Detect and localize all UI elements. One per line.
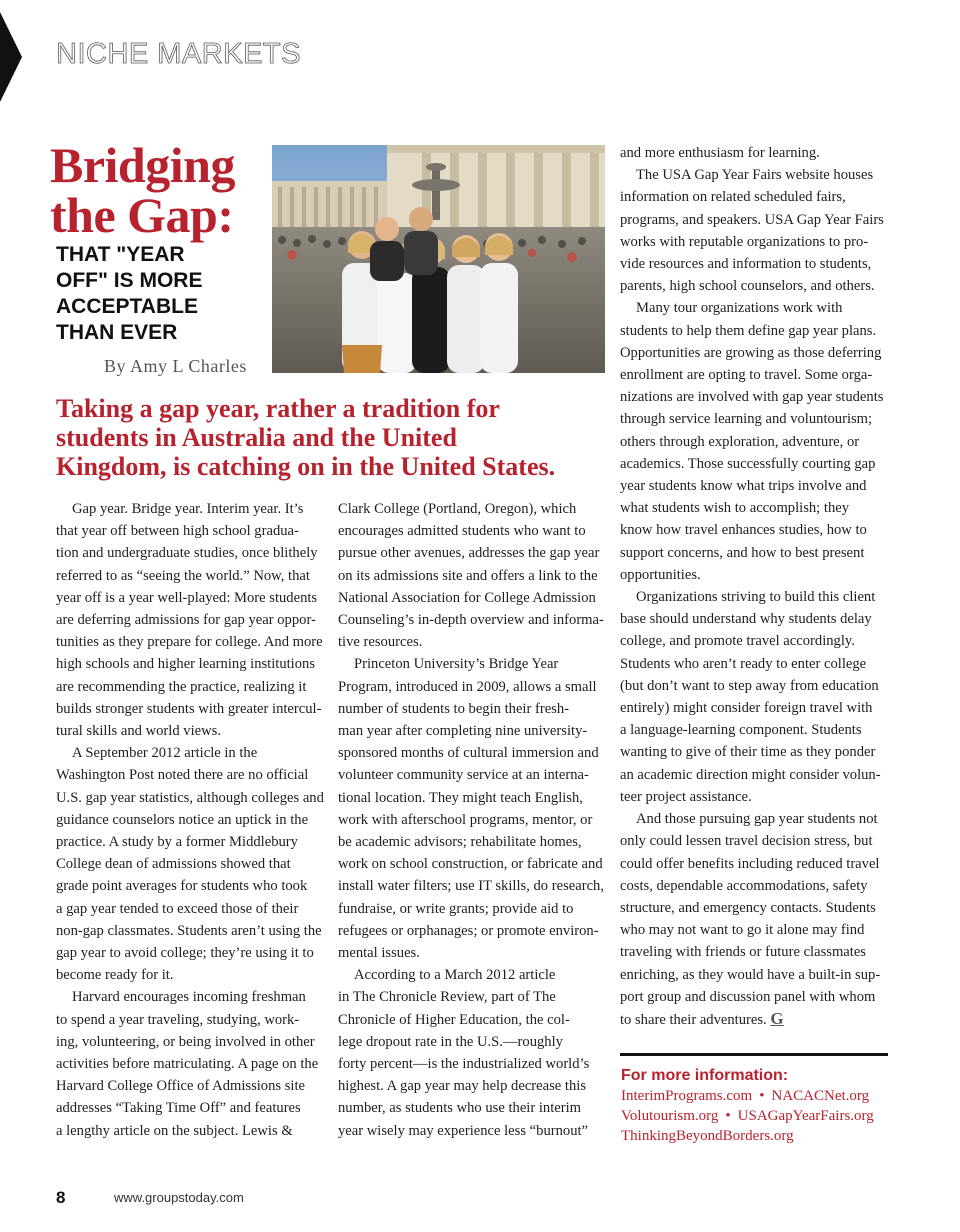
body-line: know how travel enhances studies, how to (620, 522, 867, 539)
body-column-3 (620, 142, 888, 1031)
body-line: number of students to begin their fresh- (338, 700, 570, 717)
body-line: a language-learning component. Students (620, 722, 862, 739)
article-photo (272, 145, 605, 373)
section-tab-marker (0, 12, 22, 102)
body-line: support concerns, and how to best present (620, 544, 865, 561)
body-line: work with afterschool programs, mentor, or (338, 811, 593, 828)
info-link[interactable]: Volutourism.org (621, 1108, 719, 1124)
info-link-row (621, 1106, 874, 1126)
body-line: opportunities. (620, 566, 701, 583)
body-line: The USA Gap Year Fairs website houses (636, 167, 874, 184)
body-line: Chronicle of Higher Education, the col- (338, 1011, 570, 1028)
body-line: Harvard encourages incoming freshman (72, 989, 306, 1006)
body-line: National Association for College Admission (338, 589, 596, 606)
body-line: forty percent—is the industrialized world’s (338, 1056, 590, 1073)
body-line: structure, and emergency contacts. Students (620, 899, 876, 916)
body-line: through service learning and voluntourism; (620, 411, 873, 428)
body-paragraph (620, 808, 888, 1031)
body-line: could offer benefits including reduced travel (620, 855, 880, 872)
article-title (50, 137, 235, 243)
body-line: install water filters; use IT skills, do research, (338, 878, 604, 895)
body-line: non-gap classmates. Students aren’t using the (56, 922, 322, 939)
body-line: tunities as they prepare for college. And more (56, 634, 323, 651)
body-line: tional location. They might teach English, (338, 789, 583, 806)
body-line: enriching, as they would have a built-in sup- (620, 966, 881, 983)
body-line: Opportunities are growing as those deferring (620, 344, 882, 361)
body-paragraph (620, 142, 888, 164)
body-line: Counseling’s in-depth overview and informa- (338, 612, 604, 629)
body-line: an academic direction might consider volun- (620, 766, 881, 783)
body-paragraph (338, 498, 606, 653)
body-line: academics. Those successfully courting gap (620, 455, 876, 472)
body-line: programs, and speakers. USA Gap Year Fairs (620, 211, 884, 228)
body-line: U.S. gap year statistics, although colleges and (56, 789, 324, 806)
body-line: wanting to give of their time as they ponder (620, 744, 876, 761)
article-subtitle (56, 242, 256, 346)
body-line: highest. A gap year may help decrease this (338, 1078, 587, 1095)
body-line: are deferring admissions for gap year oppor- (56, 612, 316, 629)
article-deck (56, 394, 616, 481)
page-number: 8 (56, 1188, 66, 1207)
body-line: be academic advisors; rehabilitate homes, (338, 834, 582, 851)
body-paragraph (620, 297, 888, 586)
body-line: to share their adventures. (620, 1011, 767, 1028)
article-title-line: Bridging (50, 137, 235, 193)
body-line: to spend a year traveling, studying, work- (56, 1011, 300, 1028)
body-line: what students wish to accomplish; they (620, 500, 850, 517)
body-line: Program, introduced in 2009, allows a small (338, 678, 597, 695)
body-line: others through exploration, adventure, or (620, 433, 860, 450)
section-label: NICHE MARKETS (56, 38, 301, 70)
body-line: teer project assistance. (620, 788, 752, 805)
body-line: referred to as “seeing the world.” Now, that (56, 567, 310, 584)
body-line: fundraise, or write grants; provide aid to (338, 900, 574, 917)
body-line: traveling with friends or future classmates (620, 944, 866, 961)
body-line: only could lessen travel decision stress, but (620, 833, 873, 850)
body-line: base should understand why students delay (620, 611, 872, 628)
body-line: addresses “Taking Time Off” and features (56, 1100, 301, 1117)
info-link-row (621, 1126, 794, 1146)
body-line: and more enthusiasm for learning. (620, 145, 820, 161)
body-line: gap year to avoid college; they’re using it to (56, 945, 314, 962)
body-line: year off is a year well-played: More students (56, 589, 318, 606)
body-paragraph (56, 986, 324, 1141)
body-line: entirely) might consider foreign travel with (620, 700, 873, 717)
body-line: college, and promote travel accordingly. (620, 633, 855, 650)
article-subtitle-line: THAT "YEAR (56, 243, 185, 266)
end-mark-icon: G (770, 1008, 784, 1028)
body-line: A September 2012 article in the (72, 745, 258, 762)
body-line: that year off between high school gradua- (56, 523, 299, 540)
body-line: number, as students who use their interim (338, 1100, 582, 1117)
body-line: year students know what trips involve and (620, 478, 867, 495)
group-photo-illustration (272, 145, 605, 373)
article-deck-line: students in Australia and the United (56, 423, 457, 452)
body-line: costs, dependable accommodations, safety (620, 877, 868, 894)
body-line: are recommending the practice, realizing it (56, 678, 307, 695)
body-line: information on related scheduled fairs, (620, 189, 846, 206)
body-line: College dean of admissions showed that (56, 856, 291, 873)
body-paragraph (620, 164, 888, 297)
article-subtitle-line: THAN EVER (56, 321, 178, 344)
body-line: works with reputable organizations to pro- (620, 233, 869, 250)
body-line: high schools and higher learning institutions (56, 656, 316, 673)
body-column-1 (56, 498, 324, 1142)
body-line: Washington Post noted there are no official (56, 767, 309, 784)
body-line: students to help them define gap year plans. (620, 322, 877, 339)
info-link[interactable]: USAGapYearFairs.org (737, 1108, 874, 1124)
body-line: Gap year. Bridge year. Interim year. It’s (72, 501, 304, 517)
body-line: sponsored months of cultural immersion and (338, 745, 599, 762)
body-line: practice. A study by a former Middlebury (56, 834, 298, 851)
body-line: on its admissions site and offers a link to the (338, 567, 598, 584)
body-line: parents, high school counselors, and others. (620, 278, 875, 295)
article-deck-line: Taking a gap year, rather a tradition for (56, 394, 500, 423)
body-line: volunteer community service at an interna- (338, 767, 589, 784)
body-paragraph (338, 653, 606, 964)
body-line: become ready for it. (56, 967, 174, 984)
body-line: Many tour organizations work with (636, 300, 843, 317)
body-line: a gap year tended to exceed those of their (56, 900, 299, 917)
body-line: enrollment are opting to travel. Some orga- (620, 367, 873, 384)
info-box-heading: For more information: (621, 1067, 789, 1084)
body-line: And those pursuing gap year students not (636, 811, 878, 828)
body-paragraph (620, 586, 888, 808)
body-line: Harvard College Office of Admissions site (56, 1078, 305, 1095)
body-line: in The Chronicle Review, part of The (338, 989, 556, 1006)
info-link-row (621, 1086, 869, 1106)
body-line: tive resources. (338, 634, 423, 651)
body-paragraph (56, 498, 324, 742)
body-line: (but don’t want to step away from education (620, 677, 879, 694)
info-link[interactable]: InterimPrograms.com (621, 1088, 753, 1104)
body-line: grade point averages for students who took (56, 878, 308, 895)
info-box-rule (620, 1053, 888, 1056)
body-paragraph (338, 964, 606, 1142)
body-line: man year after completing nine university- (338, 723, 588, 740)
body-line: lege dropout rate in the U.S.—roughly (338, 1033, 563, 1050)
article-subtitle-line: ACCEPTABLE (56, 295, 198, 318)
body-line: year wisely may experience less “burnout” (338, 1122, 589, 1139)
body-line: refugees or orphanages; or promote environ- (338, 922, 599, 939)
body-line: activities before matriculating. A page on the (56, 1056, 319, 1073)
body-line: According to a March 2012 article (354, 967, 556, 984)
body-line: tion and undergraduate studies, once blithely (56, 545, 318, 562)
byline: By Amy L Charles (104, 356, 247, 376)
body-line: nizations are involved with gap year students (620, 389, 884, 406)
body-line: encourages admitted students who want to (338, 523, 586, 540)
body-column-2 (338, 498, 606, 1142)
body-line: pursue other avenues, addresses the gap year (338, 545, 600, 562)
body-line: builds stronger students with greater intercul- (56, 700, 322, 717)
body-line: who may not want to go it alone may find (620, 922, 865, 939)
body-line: a lengthy article on the subject. Lewis & (56, 1122, 293, 1139)
link-separator: • (759, 1088, 765, 1104)
info-link[interactable]: ThinkingBeyondBorders.org (621, 1128, 794, 1144)
info-link[interactable]: NACACNet.org (771, 1088, 870, 1104)
body-line: Organizations striving to build this client (636, 589, 876, 606)
body-line: tural skills and world views. (56, 723, 221, 740)
footer-site-url: www.groupstoday.com (114, 1190, 244, 1205)
body-line: work on school construction, or fabricate and (338, 856, 603, 873)
article-subtitle-line: OFF" IS MORE (56, 269, 203, 292)
body-line: mental issues. (338, 945, 420, 962)
body-line: Clark College (Portland, Oregon), which (338, 501, 577, 517)
link-separator: • (725, 1108, 731, 1124)
body-line: vide resources and information to students, (620, 256, 872, 273)
body-line: Students who aren’t ready to enter college (620, 655, 867, 672)
article-title-line: the Gap: (50, 187, 234, 243)
body-paragraph (56, 742, 324, 986)
body-line: Princeton University’s Bridge Year (354, 656, 559, 673)
article-deck-line: Kingdom, is catching on in the United States. (56, 452, 556, 481)
body-line: guidance counselors notice an uptick in the (56, 811, 309, 828)
body-line: ing, volunteering, or being involved in other (56, 1033, 315, 1050)
body-line: port group and discussion panel with whom (620, 988, 876, 1005)
